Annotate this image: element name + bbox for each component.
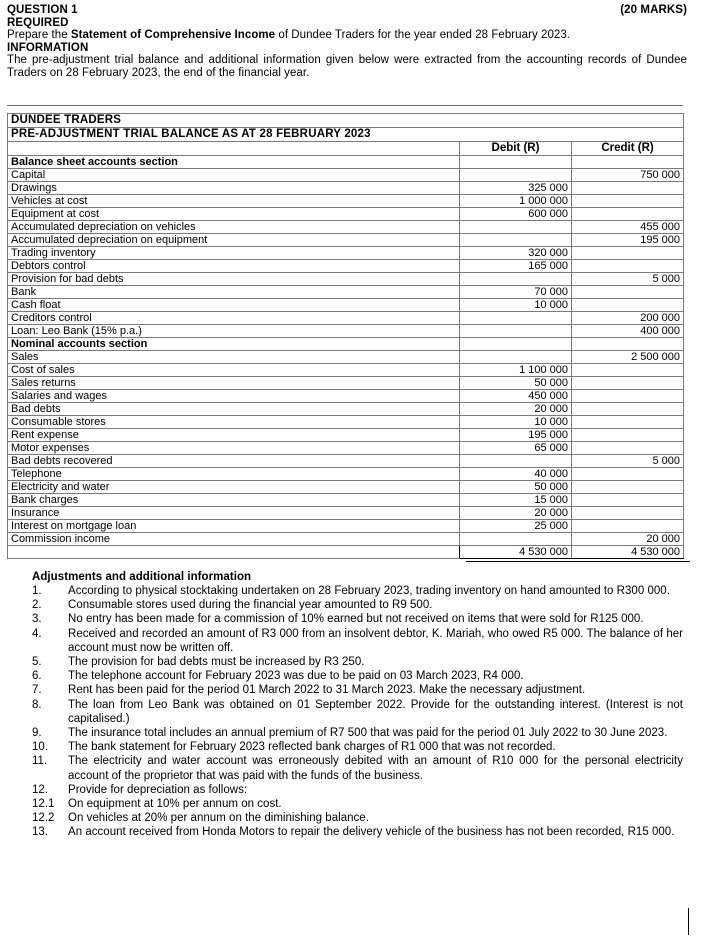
row-debit: 15 000	[460, 494, 572, 507]
list-item-text: Rent has been paid for the period 01 March 2022 to 31 March 2023. Make the necessary adjustment.	[68, 684, 586, 697]
question-label: QUESTION 1	[7, 4, 78, 16]
row-debit	[460, 312, 572, 325]
table-row	[8, 299, 684, 312]
row-debit	[460, 351, 572, 364]
row-credit	[572, 377, 684, 390]
row-debit: 40 000	[460, 468, 572, 481]
row-debit	[460, 273, 572, 286]
column-header-row	[8, 142, 684, 156]
adjustments-list	[32, 584, 683, 840]
required-label: REQUIRED	[7, 16, 69, 29]
row-debit: 50 000	[460, 481, 572, 494]
totals-label	[8, 546, 460, 559]
row-credit: 455 000	[572, 221, 684, 234]
row-label: Drawings	[8, 182, 460, 195]
row-debit: 65 000	[460, 442, 572, 455]
row-debit	[460, 325, 572, 338]
row-credit	[572, 494, 684, 507]
row-debit: 600 000	[460, 208, 572, 221]
row-credit: 200 000	[572, 312, 684, 325]
table-row	[8, 494, 684, 507]
list-item-text: An account received from Honda Motors to repair the delivery vehicle of the business has not been recorded, R15 000.	[68, 826, 675, 839]
table-row	[8, 208, 684, 221]
row-label: Nominal accounts section	[8, 338, 460, 351]
list-item-text: The provision for bad debts must be increased by R3 250.	[68, 656, 365, 669]
table-row	[8, 520, 684, 533]
table-row	[8, 455, 684, 468]
table-row	[8, 533, 684, 546]
row-debit: 1 000 000	[460, 195, 572, 208]
trial-balance-table	[7, 113, 684, 559]
row-label: Accumulated depreciation on equipment	[8, 234, 460, 247]
totals-credit: 4 530 000	[572, 546, 684, 559]
row-label: Provision for bad debts	[8, 273, 460, 286]
list-item	[32, 754, 683, 782]
list-item	[32, 797, 683, 811]
table-row	[8, 429, 684, 442]
row-debit	[460, 156, 572, 169]
entity-title-row	[8, 114, 684, 128]
row-debit	[460, 533, 572, 546]
row-debit: 1 100 000	[460, 364, 572, 377]
row-credit	[572, 182, 684, 195]
row-debit: 10 000	[460, 416, 572, 429]
row-debit	[460, 338, 572, 351]
list-item-number: 1.	[32, 585, 42, 597]
list-item	[32, 726, 683, 740]
row-credit	[572, 442, 684, 455]
list-item-number: 13.	[32, 826, 49, 839]
row-label: Salaries and wages	[8, 390, 460, 403]
row-label: Equipment at cost	[8, 208, 460, 221]
row-label: Commission income	[8, 533, 460, 546]
row-credit	[572, 247, 684, 260]
list-item-number: 3.	[32, 613, 42, 626]
list-item	[32, 627, 683, 655]
table-row	[8, 169, 684, 182]
list-item	[32, 683, 683, 697]
list-item-text: The telephone account for February 2023 was due to be paid on 03 March 2023, R4 000.	[68, 670, 524, 683]
table-row	[8, 416, 684, 429]
table-row	[8, 351, 684, 364]
list-item-text: Provide for depreciation as follows:	[68, 783, 248, 796]
table-row	[8, 273, 684, 286]
list-item-text: On vehicles at 20% per annum on the diminishing balance.	[68, 812, 369, 825]
row-credit: 750 000	[572, 169, 684, 182]
list-item	[32, 811, 683, 825]
table-row	[8, 182, 684, 195]
row-credit	[572, 429, 684, 442]
required-text	[7, 29, 687, 42]
totals-debit: 4 530 000	[460, 546, 572, 559]
table-row	[8, 442, 684, 455]
row-credit: 400 000	[572, 325, 684, 338]
list-item-text: The bank statement for February 2023 reflected bank charges of R1 000 that was not recorded.	[68, 741, 556, 754]
row-debit: 320 000	[460, 247, 572, 260]
row-credit	[572, 208, 684, 221]
information-label: INFORMATION	[7, 41, 89, 54]
list-item-number: 12.1	[32, 798, 55, 811]
row-debit	[460, 169, 572, 182]
row-credit	[572, 481, 684, 494]
row-label: Bank charges	[8, 494, 460, 507]
table-row	[8, 403, 684, 416]
row-label: Rent expense	[8, 429, 460, 442]
row-debit: 20 000	[460, 403, 572, 416]
row-debit: 195 000	[460, 429, 572, 442]
row-credit	[572, 156, 684, 169]
table-row	[8, 507, 684, 520]
row-credit: 5 000	[572, 455, 684, 468]
table-row	[8, 156, 684, 169]
list-item-number: 6.	[32, 670, 42, 683]
adjustments-title: Adjustments and additional information	[32, 571, 252, 583]
row-label: Sales returns	[8, 377, 460, 390]
row-debit: 165 000	[460, 260, 572, 273]
row-debit: 25 000	[460, 520, 572, 533]
row-label: Telephone	[8, 468, 460, 481]
column-header-description	[8, 142, 460, 156]
table-row	[8, 247, 684, 260]
section-divider	[7, 105, 683, 106]
information-text: The pre-adjustment trial balance and additional information given below were extracted from the accounting records of Dundee Traders on 28 February 2023, the end of the financial year.	[7, 54, 687, 79]
row-credit: 20 000	[572, 533, 684, 546]
row-label: Accumulated depreciation on vehicles	[8, 221, 460, 234]
required-text-before: Prepare the	[7, 29, 71, 41]
list-item-number: 9.	[32, 727, 42, 740]
list-item-text: The electricity and water account was erroneously debited with an amount of R10 000 for the personal electricity account of the proprietor that was paid with the funds of the business.	[68, 755, 683, 782]
row-label: Cost of sales	[8, 364, 460, 377]
list-item-text: The insurance total includes an annual premium of R7 500 that was paid for the period 01 July 2022 to 30 June 2023.	[68, 727, 668, 740]
page-edge-mark	[688, 908, 689, 935]
row-credit	[572, 338, 684, 351]
totals-row	[8, 546, 684, 559]
row-debit	[460, 221, 572, 234]
table-row	[8, 364, 684, 377]
row-credit	[572, 403, 684, 416]
list-item	[32, 584, 683, 598]
table-row	[8, 325, 684, 338]
list-item-number: 7.	[32, 684, 42, 697]
row-credit	[572, 468, 684, 481]
list-item-text: According to physical stocktaking undertaken on 28 February 2023, trading inventory on hand amounted to R300 000.	[68, 585, 670, 597]
row-label: Debtors control	[8, 260, 460, 273]
row-debit: 10 000	[460, 299, 572, 312]
table-row	[8, 312, 684, 325]
list-item	[32, 669, 683, 683]
list-item	[32, 740, 683, 754]
row-debit: 20 000	[460, 507, 572, 520]
row-credit	[572, 195, 684, 208]
table-row	[8, 468, 684, 481]
adjustments-section	[32, 570, 683, 840]
list-item-number: 12.2	[32, 812, 55, 825]
list-item-number: 4.	[32, 627, 42, 640]
list-item-number: 8.	[32, 698, 42, 711]
row-credit	[572, 390, 684, 403]
row-debit	[460, 234, 572, 247]
row-debit: 70 000	[460, 286, 572, 299]
marks-label: (20 MARKS)	[620, 4, 687, 16]
subtitle-row	[8, 128, 684, 142]
table-row	[8, 390, 684, 403]
row-label: Motor expenses	[8, 442, 460, 455]
list-item-number: 11.	[32, 755, 48, 768]
row-debit: 450 000	[460, 390, 572, 403]
row-label: Trading inventory	[8, 247, 460, 260]
column-header-debit: Debit (R)	[460, 142, 572, 156]
list-item	[32, 698, 683, 726]
row-label: Bad debts	[8, 403, 460, 416]
row-credit	[572, 416, 684, 429]
row-debit: 50 000	[460, 377, 572, 390]
table-row	[8, 234, 684, 247]
entity-name: DUNDEE TRADERS	[8, 114, 684, 128]
column-header-credit: Credit (R)	[572, 142, 684, 156]
row-label: Bad debts recovered	[8, 455, 460, 468]
row-label: Balance sheet accounts section	[8, 156, 460, 169]
row-debit	[460, 455, 572, 468]
list-item-number: 5.	[32, 656, 42, 669]
row-debit: 325 000	[460, 182, 572, 195]
table-row	[8, 481, 684, 494]
list-item-number: 12.	[32, 783, 49, 796]
table-row	[8, 195, 684, 208]
table-row	[8, 260, 684, 273]
list-item-text: The loan from Leo Bank was obtained on 01 September 2022. Provide for the outstanding interest. (Interest is not capitalised.)	[68, 698, 683, 725]
list-item	[32, 612, 683, 626]
row-label: Sales	[8, 351, 460, 364]
list-item-text: Consumable stores used during the financial year amounted to R9 500.	[68, 599, 433, 612]
required-text-after: of Dundee Traders for the year ended 28 February 2023.	[275, 29, 571, 41]
row-credit: 195 000	[572, 234, 684, 247]
row-credit: 5 000	[572, 273, 684, 286]
required-text-bold: Statement of Comprehensive Income	[70, 29, 276, 41]
row-credit	[572, 364, 684, 377]
trial-balance-table-wrap	[7, 113, 683, 559]
list-item-number: 10.	[32, 741, 49, 754]
row-credit	[572, 520, 684, 533]
row-credit	[572, 260, 684, 273]
question-header	[7, 4, 687, 80]
row-label: Bank	[8, 286, 460, 299]
table-row	[8, 338, 684, 351]
totals-double-rule	[466, 561, 690, 562]
row-credit: 2 500 000	[572, 351, 684, 364]
row-credit	[572, 507, 684, 520]
row-label: Electricity and water	[8, 481, 460, 494]
list-item-text: Received and recorded an amount of R3 000 from an insolvent debtor, K. Mariah, who owed R5 000. The balance of her account must now be written off.	[68, 627, 683, 654]
list-item-number: 2.	[32, 599, 42, 612]
list-item	[32, 825, 683, 839]
row-credit	[572, 299, 684, 312]
row-label: Insurance	[8, 507, 460, 520]
row-credit	[572, 286, 684, 299]
table-row	[8, 377, 684, 390]
row-label: Loan: Leo Bank (15% p.a.)	[8, 325, 460, 338]
list-item	[32, 783, 683, 797]
question-title-row	[7, 4, 687, 17]
list-item-text: On equipment at 10% per annum on cost.	[68, 798, 282, 811]
trial-balance-subtitle: PRE-ADJUSTMENT TRIAL BALANCE AS AT 28 FEBRUARY 2023	[8, 128, 684, 142]
list-item	[32, 655, 683, 669]
row-label: Vehicles at cost	[8, 195, 460, 208]
row-label: Consumable stores	[8, 416, 460, 429]
row-label: Creditors control	[8, 312, 460, 325]
table-row	[8, 286, 684, 299]
row-label: Cash float	[8, 299, 460, 312]
trial-balance-body	[8, 114, 684, 559]
row-label: Capital	[8, 169, 460, 182]
list-item	[32, 598, 683, 612]
table-row	[8, 221, 684, 234]
row-label: Interest on mortgage loan	[8, 520, 460, 533]
list-item-text: No entry has been made for a commission of 10% earned but not received on items that were sold for R125 000.	[68, 613, 644, 626]
